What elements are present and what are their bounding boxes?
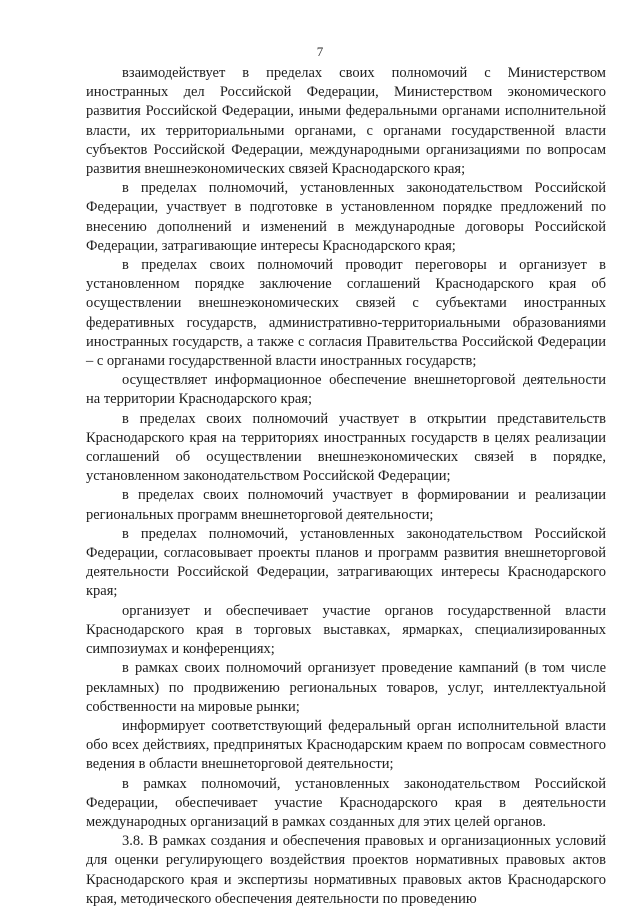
paragraph-10: информирует соответствующий федеральный орган исполнительной власти обо всех действиях, предпринятых Краснодарским краем по вопросам совместного ведения в области внешнеторговой деятельности; bbox=[86, 717, 606, 773]
paragraph-9: в рамках своих полномочий организует проведение кампаний (в том числе рекламных) по продвижению региональных товаров, услуг, интеллектуальной собственности на мировые рынки; bbox=[86, 660, 606, 715]
document-body bbox=[86, 64, 606, 909]
paragraph-11: в рамках полномочий, установленных законодательством Российской Федерации, обеспечивает участие Краснодарского края в деятельности международных организаций в рамках созданных для этих целей органов. bbox=[86, 775, 606, 830]
paragraph-4: осуществляет информационное обеспечение внешнеторговой деятельности на территории Краснодарского края; bbox=[86, 372, 606, 408]
paragraph-8: организует и обеспечивает участие органов государственной власти Краснодарского края в торговых выставках, ярмарках, специализированных симпозиумах и конференциях; bbox=[86, 602, 606, 658]
paragraph-3: в пределах своих полномочий проводит переговоры и организует в установленном порядке заключение соглашений Краснодарского края об осуществлении внешнеэкономических связей с субъектами иностранных федеративных государств, административно-территориальными образованиями иностранных государств, а также с согласия Правительства Российской Федерации – с органами государственной власти иностранных государств; bbox=[86, 257, 606, 370]
paragraph-2: в пределах полномочий, установленных законодательством Российской Федерации, участвует в подготовке в установленном порядке предложений по внесению дополнений и изменений в международные договоры Российской Федерации, затрагивающие интересы Краснодарского края; bbox=[86, 180, 606, 254]
paragraph-1: взаимодействует в пределах своих полномочий с Министерством иностранных дел Российской Федерации, Министерством экономического развития Российской Федерации, иными федеральными органами исполнительной власти, их территориальными органами, с органами государственной власти субъектов Российской Федерации, международными организациями по вопросам развития внешнеэкономических связей Краснодарского края; bbox=[86, 65, 606, 178]
paragraph-12: 3.8. В рамках создания и обеспечения правовых и организационных условий для оценки регулирующего воздействия проектов нормативных правовых актов Краснодарского края и экспертизы нормативных правовых актов Краснодарского края, методического обеспечения деятельности по проведению bbox=[86, 833, 606, 907]
page-number: 7 bbox=[316, 44, 324, 59]
paragraph-5: в пределах своих полномочий участвует в открытии представительств Краснодарского края на территориях иностранных государств в целях реализации соглашений об осуществлении внешнеэкономических связей в порядке, установленном законодательством Российской Федерации; bbox=[86, 410, 606, 485]
paragraph-7: в пределах полномочий, установленных законодательством Российской Федерации, согласовывает проекты планов и программ развития внешнеторговой деятельности Российской Федерации, затрагивающих интересы Краснодарского края; bbox=[86, 525, 606, 600]
paragraph-6: в пределах своих полномочий участвует в формировании и реализации региональных программ внешнеторговой деятельности; bbox=[86, 487, 606, 523]
